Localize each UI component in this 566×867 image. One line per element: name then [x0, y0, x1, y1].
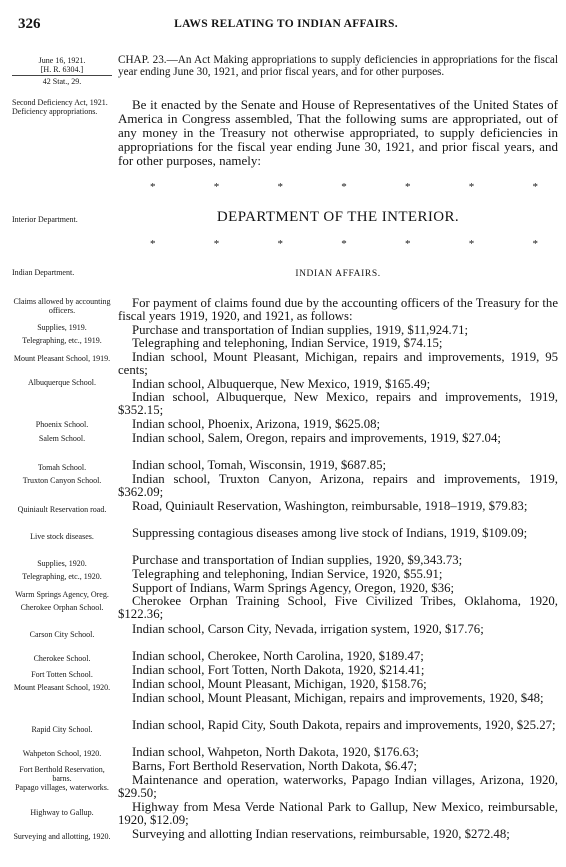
margin-note: Fort Berthold Reservation, barns.	[19, 765, 105, 783]
star: *	[150, 238, 156, 250]
appropriation-paragraph: Telegraphing and telephoning, Indian Service, 1920, $55.91;	[132, 567, 443, 581]
star: *	[150, 181, 156, 193]
margin-note: Wahpeton School, 1920.	[22, 749, 102, 758]
appropriation-paragraph: Surveying and allotting Indian reservations, reimbursable, 1920, $272.48;	[132, 827, 510, 841]
running-head: LAWS RELATING TO INDIAN AFFAIRS.	[174, 18, 398, 30]
appropriation-paragraph: Indian school, Salem, Oregon, repairs and improvements, 1919, $27.04;	[132, 431, 501, 445]
margin-note: Salem School.	[38, 434, 86, 443]
appropriation-paragraph: Indian school, Albuquerque, New Mexico, repairs and improvements, 1919, $352.15;	[118, 390, 558, 418]
margin-stat: 42 Stat., 29.	[42, 77, 82, 86]
margin-note: Fort Totten School.	[31, 670, 93, 679]
appropriation-paragraph: Road, Quiniault Reservation, Washington, reimbursable, 1918–1919, $79.83;	[132, 499, 528, 513]
margin-note: Highway to Gallup.	[30, 808, 94, 817]
appropriation-paragraph: Indian school, Truxton Canyon, Arizona, repairs and improvements, 1919, $362.09;	[118, 472, 558, 500]
appropriation-paragraph: Barns, Fort Berthold Reservation, North Dakota, $6.47;	[132, 759, 418, 773]
margin-note: Cherokee Orphan School.	[20, 603, 104, 612]
appropriation-paragraph: Purchase and transportation of Indian supplies, 1919, $11,924.71;	[132, 323, 469, 337]
department-title: DEPARTMENT OF THE INTERIOR.	[216, 209, 460, 225]
margin-note: Truxton Canyon School.	[22, 476, 102, 485]
appropriation-paragraph: Indian school, Cherokee, North Carolina, 1920, $189.47;	[132, 649, 424, 663]
margin-note: Supplies, 1920.	[37, 559, 87, 568]
stars-separator	[150, 181, 538, 193]
star: *	[532, 238, 538, 250]
section-title: INDIAN AFFAIRS.	[295, 269, 381, 279]
margin-note: Mount Pleasant School, 1920.	[13, 683, 111, 692]
star: *	[341, 181, 347, 193]
margin-note: Telegraphing, etc., 1919.	[22, 336, 102, 345]
appropriation-paragraph: Maintenance and operation, waterworks, Papago Indian villages, Arizona, 1920, $29.50;	[118, 773, 558, 801]
star: *	[213, 238, 220, 250]
margin-note: Live stock diseases.	[30, 532, 94, 541]
appropriation-paragraph: Indian school, Mount Pleasant, Michigan, 1920, $158.76;	[132, 677, 427, 691]
appropriation-paragraph: Indian school, Wahpeton, North Dakota, 1920, $176.63;	[132, 745, 419, 759]
margin-note: Tomah School.	[37, 463, 87, 472]
page-header	[14, 16, 558, 36]
appropriation-paragraph: Telegraphing and telephoning, Indian Service, 1919, $74.15;	[132, 336, 443, 350]
chapter-heading: CHAP. 23.—An Act Making appropriations to supply deficiencies in appropriations for the fiscal year ending June 30, 1921, and prior fiscal years, and for other purposes.	[118, 54, 558, 78]
appropriation-paragraph: Indian school, Albuquerque, New Mexico, 1919, $165.49;	[132, 377, 431, 391]
appropriation-paragraph: Indian school, Mount Pleasant, Michigan, repairs and improvements, 1920, $48;	[132, 691, 544, 705]
appropriation-paragraph: Indian school, Fort Totten, North Dakota, 1920, $214.41;	[132, 663, 425, 677]
star: *	[468, 181, 475, 193]
appropriation-paragraph: Indian school, Mount Pleasant, Michigan, repairs and improvements, 1919, 95 cents;	[118, 350, 558, 378]
appropriation-paragraph: Indian school, Tomah, Wisconsin, 1919, $687.85;	[132, 458, 387, 472]
star: *	[277, 238, 283, 250]
margin-note: Albuquerque School.	[28, 378, 96, 387]
enacting-clause: Be it enacted by the Senate and House of Representatives of the United States of America in Congress assembled, That the following sums are appropriated, out of any money in the Treasury not otherwise appropriated, to supply deficiencies in appropriations for the fiscal year ending June 30, 1921, and prior fiscal years, and for other purposes, namely:	[118, 97, 558, 168]
margin-note-indian: Indian Department.	[12, 268, 75, 277]
appropriation-paragraph: Support of Indians, Warm Springs Agency, Oregon, 1920, $36;	[132, 581, 455, 595]
margin-rule	[12, 75, 112, 76]
appropriation-paragraph: For payment of claims found due by the accounting officers of the Treasury for the fiscal years 1919, 1920, and 1921, as follows:	[118, 296, 558, 324]
appropriation-paragraph: Cherokee Orphan Training School, Five Civilized Tribes, Oklahoma, 1920, $122.36;	[118, 594, 558, 622]
margin-note: Surveying and allotting, 1920.	[13, 832, 111, 841]
margin-note: Carson City School.	[29, 630, 95, 639]
margin-note: Quiniault Reservation road.	[17, 505, 107, 514]
appropriation-paragraph: Purchase and transportation of Indian supplies, 1920, $9,343.73;	[132, 553, 463, 567]
margin-note: Warm Springs Agency, Oreg.	[15, 590, 109, 599]
margin-note-enacting: Second Deficiency Act, 1921. Deficiency appropriations.	[12, 98, 108, 116]
margin-note: Supplies, 1919.	[37, 323, 87, 332]
margin-note: Rapid City School.	[31, 725, 93, 734]
margin-note-interior: Interior Department.	[12, 215, 78, 224]
stars-separator	[150, 238, 538, 250]
margin-note: Papago villages, waterworks.	[15, 783, 109, 792]
star: *	[341, 238, 347, 250]
star: *	[213, 181, 220, 193]
appropriation-paragraph: Suppressing contagious diseases among live stock of Indians, 1919, $109.09;	[132, 526, 528, 540]
margin-bill: [H. R. 6304.]	[40, 65, 84, 74]
star: *	[468, 238, 475, 250]
star: *	[405, 238, 411, 250]
appropriation-paragraph: Highway from Mesa Verde National Park to Gallup, New Mexico, reimbursable, 1920, $12.09;	[118, 800, 558, 828]
margin-note: Phoenix School.	[35, 420, 89, 429]
margin-note: Mount Pleasant School, 1919.	[13, 354, 111, 363]
margin-note-date	[12, 56, 112, 86]
appropriation-paragraph: Indian school, Rapid City, South Dakota, repairs and improvements, 1920, $25.27;	[132, 718, 556, 732]
appropriation-paragraph: Indian school, Carson City, Nevada, irrigation system, 1920, $17.76;	[132, 622, 484, 636]
star: *	[532, 181, 538, 193]
star: *	[277, 181, 283, 193]
margin-date: June 16, 1921.	[38, 56, 86, 65]
margin-note: Claims allowed by accounting officers.	[13, 297, 111, 315]
margin-note: Cherokee School.	[33, 654, 91, 663]
appropriation-paragraph: Indian school, Phoenix, Arizona, 1919, $625.08;	[132, 417, 381, 431]
margin-note: Telegraphing, etc., 1920.	[22, 572, 102, 581]
page-number: 326	[18, 16, 41, 32]
star: *	[405, 181, 411, 193]
